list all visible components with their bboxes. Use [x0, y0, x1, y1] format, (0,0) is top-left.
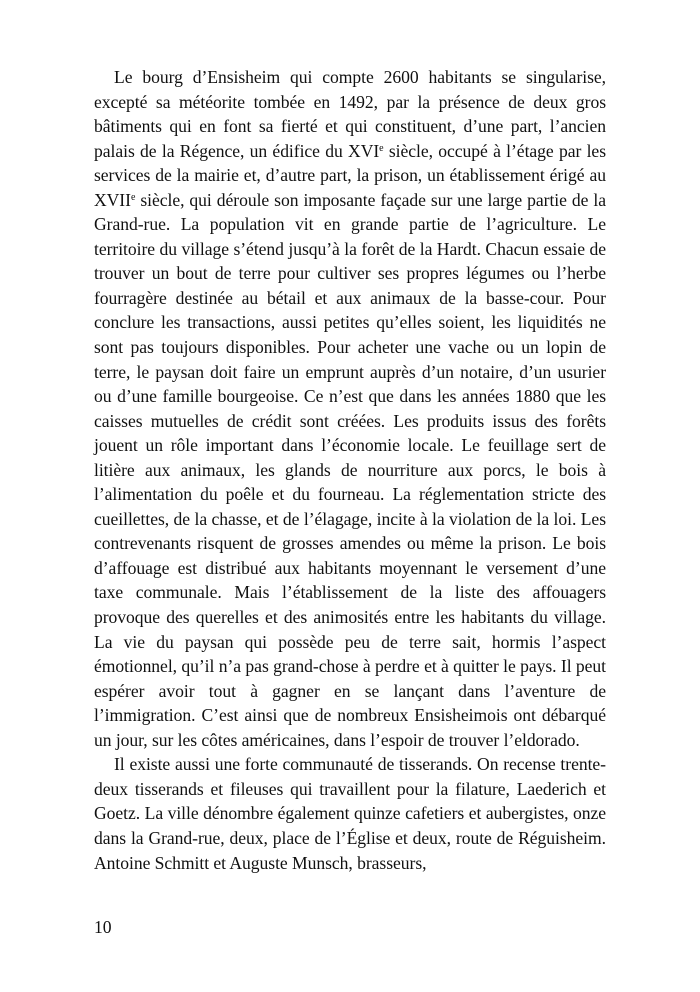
paragraph-2-text: Il existe aussi une forte communauté de tisserands. On recense trente-deux tisserands et fileuses qui travaillent pour la filature, Laederich et Goetz. La ville dénombre également quinze cafetiers et aubergistes, onze dans la Grand-rue, deux, place de l’Église et deux, route de Réguisheim. Antoine Schmitt et Auguste Munsch, brasseurs, — [94, 754, 606, 873]
paragraph-1-text-b: siècle, occupé à l’étage par les services de la mairie et, d’autre part, la prison, un établissement érigé au XVII — [94, 140, 606, 210]
superscript-e: e — [130, 191, 136, 203]
paragraph-1-text-a: Le bourg d’Ensisheim qui compte 2600 habitants se singularise, excepté sa météorite tombée en 1492, par la présence de deux gros bâtiments qui en font sa fierté et qui constituent, d’une part, l’ancien palais de la Régence, un édifice du XVI — [94, 67, 606, 161]
paragraph-1-text-c: siècle, qui déroule son imposante façade sur une large partie de la Grand-rue. La population vit en grande partie de l’agriculture. Le territoire du village s’étend jusqu’à la forêt de la Hardt. Chacun essaie de trouver un bout de terre pour cultiver ses propres légumes ou l’herbe fourragère destinée au bétail et aux animaux de la basse-cour. Pour conclure les transactions, aussi petites qu’elles soient, les liquidités ne sont pas toujours disponibles. Pour acheter une vache ou un lopin de terre, le paysan doit faire un emprunt auprès d’un notaire, d’un usurier ou d’une famille bourgeoise. Ce n’est que dans les années 1880 que les caisses mutuelles de crédit sont créées. Les produits issus des forêts jouent un rôle important dans l’économie locale. Le feuillage sert de litière aux animaux, les glands de nourriture aux porcs, le bois à l’alimentation du poêle et du fourneau. La réglementation stricte des cueillettes, de la chasse, et de l’élagage, incite à la violation de la loi. Les contrevenants risquent de grosses amendes ou même la prison. Le bois d’affouage est distribué aux habitants moyennant le versement d’une taxe communale. Mais l’établissement de la liste des affouagers provoque des querelles et des animosités entre les habitants du village. La vie du paysan qui possède peu de terre sait, hormis l’aspect émotionnel, qu’il n’a pas grand-chose à perdre et à quitter le pays. Il peut espérer avoir tout à gagner en se lançant dans l’aventure de l’immigration. C’est ainsi que de nombreux Ensisheimois ont débarqué un jour, sur les côtes américaines, dans l’espoir de trouver l’eldorado. — [94, 189, 606, 750]
paragraph-2 — [94, 752, 606, 875]
paragraph-1 — [94, 65, 606, 752]
body-text — [94, 65, 606, 875]
page-number: 10 — [94, 917, 112, 937]
superscript-e: e — [379, 142, 384, 154]
